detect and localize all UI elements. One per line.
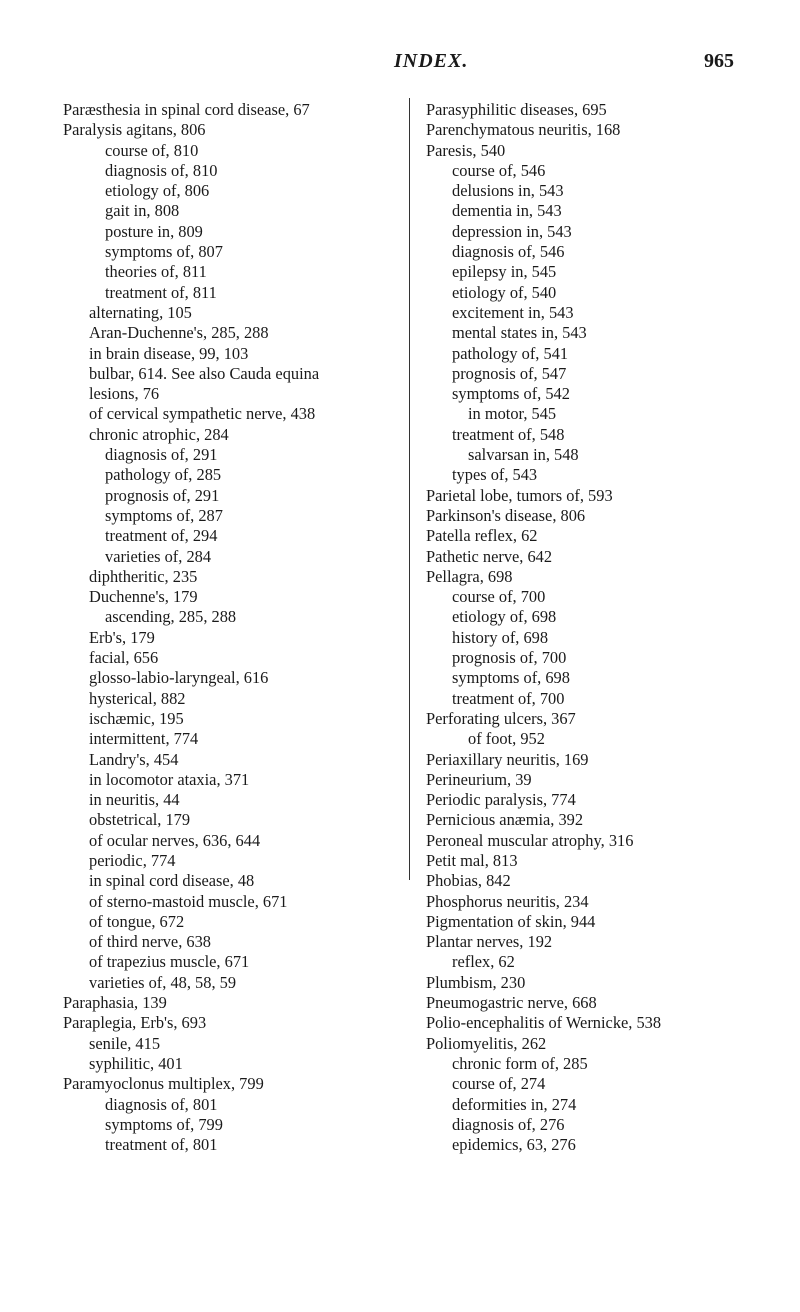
index-subentry: diagnosis of, 801 <box>105 1094 218 1114</box>
index-entry: Parietal lobe, tumors of, 593 <box>426 485 613 505</box>
index-subentry: symptoms of, 542 <box>452 384 570 404</box>
index-subentry: symptoms of, 807 <box>105 242 223 262</box>
index-subentry: diagnosis of, 546 <box>452 242 565 262</box>
index-subentry: symptoms of, 287 <box>105 505 223 525</box>
index-entry: Paraplegia, Erb's, 693 <box>63 1013 207 1033</box>
index-subentry: treatment of, 700 <box>452 688 565 708</box>
index-subentry: diagnosis of, 276 <box>452 1114 565 1134</box>
index-subentry: glosso-labio-laryngeal, 616 <box>89 668 269 688</box>
index-subentry: ischæmic, 195 <box>89 708 184 728</box>
index-subentry: treatment of, 294 <box>105 526 218 546</box>
index-subentry: Duchenne's, 179 <box>89 587 198 607</box>
index-subentry: diphtheritic, 235 <box>89 566 198 586</box>
index-entry: Phobias, 842 <box>426 871 511 891</box>
index-subentry: bulbar, 614. See also Cauda equina <box>89 363 320 383</box>
index-entry: Perineurium, 39 <box>426 769 532 789</box>
index-subentry: lesions, 76 <box>89 384 160 404</box>
index-subentry: hysterical, 882 <box>89 688 186 708</box>
index-subentry: delusions in, 543 <box>452 181 564 201</box>
index-subentry: symptoms of, 799 <box>105 1114 223 1134</box>
index-entry: Paralysis agitans, 806 <box>63 120 206 140</box>
index-subentry: senile, 415 <box>89 1033 161 1053</box>
index-subentry: course of, 274 <box>452 1074 546 1094</box>
index-subentry: diagnosis of, 810 <box>105 160 218 180</box>
index-subentry: salvarsan in, 548 <box>468 445 579 465</box>
index-entry: Petit mal, 813 <box>426 850 518 870</box>
index-entry: Peroneal muscular atrophy, 316 <box>426 830 634 850</box>
index-entry: Pneumogastric nerve, 668 <box>426 993 597 1013</box>
index-subentry: reflex, 62 <box>452 952 515 972</box>
index-subentry: chronic atrophic, 284 <box>89 424 229 444</box>
index-subentry: of foot, 952 <box>468 729 545 749</box>
index-subentry: periodic, 774 <box>89 850 176 870</box>
index-subentry: excitement in, 543 <box>452 302 574 322</box>
index-subentry: diagnosis of, 291 <box>105 445 218 465</box>
index-subentry: syphilitic, 401 <box>89 1053 183 1073</box>
index-entry: Patella reflex, 62 <box>426 526 538 546</box>
index-subentry: ascending, 285, 288 <box>105 607 237 627</box>
index-subentry: Aran-Duchenne's, 285, 288 <box>89 323 269 343</box>
index-subentry: course of, 546 <box>452 160 546 180</box>
index-subentry: deformities in, 274 <box>452 1094 577 1114</box>
index-subentry: pathology of, 541 <box>452 343 569 363</box>
index-subentry: intermittent, 774 <box>89 729 199 749</box>
index-subentry: epilepsy in, 545 <box>452 262 557 282</box>
index-subentry: of third nerve, 638 <box>89 932 211 952</box>
index-subentry: treatment of, 811 <box>105 282 217 302</box>
index-subentry: etiology of, 698 <box>452 607 557 627</box>
index-entry: Polio-encephalitis of Wernicke, 538 <box>426 1013 662 1033</box>
index-subentry: etiology of, 806 <box>105 181 210 201</box>
index-subentry: of sterno-mastoid muscle, 671 <box>89 891 288 911</box>
index-subentry: gait in, 808 <box>105 201 180 221</box>
index-subentry: of tongue, 672 <box>89 911 185 931</box>
index-subentry: etiology of, 540 <box>452 282 557 302</box>
index-subentry: Landry's, 454 <box>89 749 179 769</box>
index-subentry: treatment of, 548 <box>452 424 565 444</box>
index-subentry: in spinal cord disease, 48 <box>89 871 255 891</box>
index-subentry: dementia in, 543 <box>452 201 562 221</box>
index-subentry: pathology of, 285 <box>105 465 222 485</box>
index-entry: Perforating ulcers, 367 <box>426 708 576 728</box>
index-subentry: Erb's, 179 <box>89 627 155 647</box>
index-entry: Parkinson's disease, 806 <box>426 505 586 525</box>
index-subentry: in neuritis, 44 <box>89 790 180 810</box>
index-entry: Plumbism, 230 <box>426 972 526 992</box>
index-subentry: prognosis of, 547 <box>452 363 567 383</box>
index-subentry: in motor, 545 <box>468 404 557 424</box>
index-entry: Parasyphilitic diseases, 695 <box>426 100 607 119</box>
index-entry: Paramyoclonus multiplex, 799 <box>63 1074 264 1094</box>
index-subentry: symptoms of, 698 <box>452 668 570 688</box>
index-entry: Parenchymatous neuritis, 168 <box>426 120 621 140</box>
index-subentry: prognosis of, 291 <box>105 485 220 505</box>
index-subentry: varieties of, 284 <box>105 546 212 566</box>
index-subentry: epidemics, 63, 276 <box>452 1135 576 1155</box>
index-subentry: history of, 698 <box>452 627 549 647</box>
index-column-right <box>426 100 786 1155</box>
index-entry: Poliomyelitis, 262 <box>426 1033 547 1053</box>
index-entry: Pigmentation of skin, 944 <box>426 911 596 931</box>
index-subentry: treatment of, 801 <box>105 1135 218 1155</box>
index-subentry: prognosis of, 700 <box>452 648 567 668</box>
index-subentry: types of, 543 <box>452 465 538 485</box>
index-subentry: of cervical sympathetic nerve, 438 <box>89 404 316 424</box>
index-entry: Periaxillary neuritis, 169 <box>426 749 589 769</box>
index-entry: Pernicious anæmia, 392 <box>426 810 584 830</box>
index-subentry: chronic form of, 285 <box>452 1053 588 1073</box>
index-subentry: course of, 810 <box>105 140 199 160</box>
index-entry: Paresis, 540 <box>426 140 506 160</box>
index-entry: Periodic paralysis, 774 <box>426 790 576 810</box>
index-subentry: facial, 656 <box>89 648 159 668</box>
index-subentry: in brain disease, 99, 103 <box>89 343 249 363</box>
index-subentry: of ocular nerves, 636, 644 <box>89 830 261 850</box>
index-subentry: mental states in, 543 <box>452 323 587 343</box>
index-entry: Pathetic nerve, 642 <box>426 546 553 566</box>
index-entry: Paraphasia, 139 <box>63 993 167 1013</box>
running-title: INDEX. <box>394 50 469 72</box>
index-subentry: alternating, 105 <box>89 302 192 322</box>
index-subentry: varieties of, 48, 58, 59 <box>89 972 237 992</box>
index-subentry: course of, 700 <box>452 587 546 607</box>
index-entry: Paræsthesia in spinal cord disease, 67 <box>63 100 310 119</box>
index-subentry: posture in, 809 <box>105 221 203 241</box>
column-divider <box>409 98 410 880</box>
index-subentry: theories of, 811 <box>105 262 207 282</box>
index-subentry: depression in, 543 <box>452 221 572 241</box>
index-entry: Phosphorus neuritis, 234 <box>426 891 589 911</box>
index-entry: Pellagra, 698 <box>426 566 513 586</box>
running-head <box>0 50 800 80</box>
index-subentry: of trapezius muscle, 671 <box>89 952 250 972</box>
index-entry: Plantar nerves, 192 <box>426 932 553 952</box>
index-column-left <box>63 100 408 1155</box>
index-subentry: in locomotor ataxia, 371 <box>89 769 250 789</box>
page-number: 965 <box>704 50 734 72</box>
index-subentry: obstetrical, 179 <box>89 810 191 830</box>
